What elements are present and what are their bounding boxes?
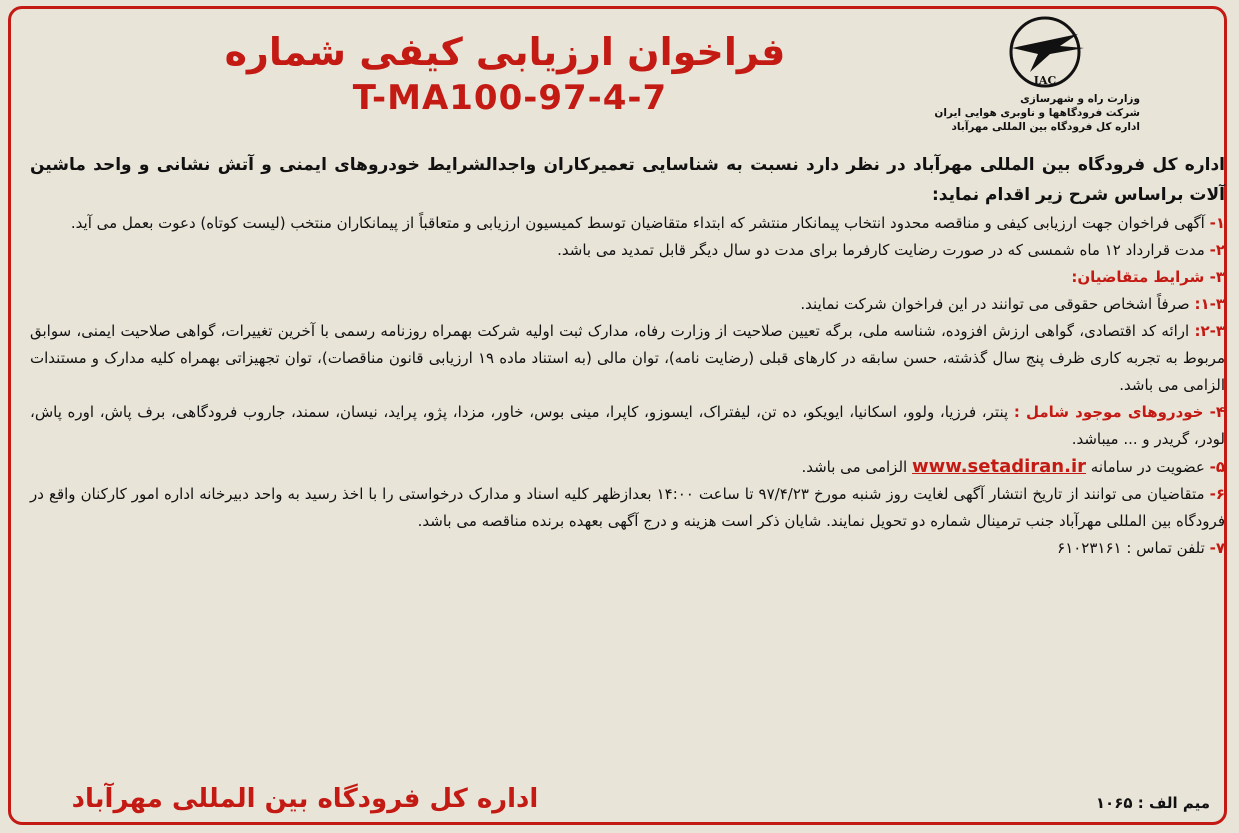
logo-text: IAC xyxy=(1033,74,1057,87)
item-3-1-text: صرفاً اشخاص حقوقی می توانند در این فراخوان شرکت نمایند. xyxy=(800,295,1190,313)
item-3-2-number: ۲-۳: xyxy=(1194,322,1225,340)
item-3-1 xyxy=(30,291,1225,318)
item-7-text: تلفن تماس : ۶۱۰۲۳۱۶۱ xyxy=(1057,539,1205,557)
item-3-2 xyxy=(30,318,1225,399)
organization-block xyxy=(930,92,1140,134)
item-3-1-number: ۱-۳: xyxy=(1194,295,1225,313)
item-5-number: ۵- xyxy=(1209,458,1225,476)
item-2 xyxy=(30,237,1225,264)
item-2-number: ۲- xyxy=(1209,241,1225,259)
item-5 xyxy=(30,453,1225,481)
item-5-pre-text: عضویت در سامانه xyxy=(1090,458,1205,476)
org-line-2: شرکت فرودگاهها و ناوبری هوایی ایران xyxy=(934,107,1140,119)
notice-body xyxy=(30,150,1225,562)
item-3-2-text: ارائه کد اقتصادی، گواهی ارزش افزوده، شناسه ملی، برگه تعیین صلاحیت از وزارت رفاه، مدارک ثبت اولیه شرکت بهمراه روزنامه رسمی با آخرین تغییرات، گواهی صلاحیت ایمنی، سوابق مربوط به تجربه کاری ظرف پنج سال گذشته، حسن سابقه در کارهای قبلی (رضایت نامه)، توان مالی (به استناد ماده ۱۹ ارزیابی قانون مناقصات)، توان تجهیزاتی بهمراه کلیه مدارک و مستندات الزامی می باشد. xyxy=(30,322,1225,394)
notice-code: T-MA100-97-4-7 xyxy=(352,78,668,118)
setadiran-link[interactable]: www.setadiran.ir xyxy=(911,456,1087,477)
item-2-text: مدت قرارداد ۱۲ ماه شمسی که در صورت رضایت کارفرما برای مدت دو سال دیگر قابل تمدید می باشد. xyxy=(557,241,1205,259)
item-5-post-text: الزامی می باشد. xyxy=(801,458,908,476)
footer-code: میم الف : ۱۰۶۵ xyxy=(1095,794,1210,812)
item-6 xyxy=(30,481,1225,535)
org-line-1: وزارت راه و شهرسازی xyxy=(1020,93,1140,105)
airport-logo xyxy=(1000,12,1090,92)
item-6-text: متقاضیان می توانند از تاریخ انتشار آگهی لغایت روز شنبه مورخ ۹۷/۴/۲۳ تا ساعت ۱۴:۰۰ بعدازظهر کلیه اسناد و مدارک درخواستی را با اخذ رسید به واحد دبیرخانه اداره امور کارکنان واقع در فرودگاه بین المللی مهرآباد جنب ترمینال شماره دو تحویل نمایند. شایان ذکر است هزینه و درج آگهی بعهده برنده مناقصه می باشد. xyxy=(30,485,1225,530)
notice-title: فراخوان ارزیابی کیفی شماره xyxy=(224,30,786,74)
item-7-number: ۷- xyxy=(1209,539,1225,557)
org-line-3: اداره کل فرودگاه بین المللی مهرآباد xyxy=(951,121,1140,133)
intro-paragraph: اداره کل فرودگاه بین المللی مهرآباد در نظر دارد نسبت به شناسایی تعمیرکاران واجدالشرایط خودروهای ایمنی و آتش نشانی و واحد ماشین آلات براساس شرح زیر اقدام نماید: xyxy=(30,155,1225,205)
item-4-heading: ۴- خودروهای موجود شامل : xyxy=(1013,403,1225,421)
item-4 xyxy=(30,399,1225,453)
footer-organization: اداره کل فرودگاه بین المللی مهرآباد xyxy=(71,784,539,814)
item-1 xyxy=(30,210,1225,237)
item-7 xyxy=(30,535,1225,562)
item-3-heading: ۳- شرایط متقاضیان: xyxy=(1071,268,1225,286)
item-6-number: ۶- xyxy=(1209,485,1225,503)
item-1-number: ۱- xyxy=(1209,214,1225,232)
item-1-text: آگهی فراخوان جهت ارزیابی کیفی و مناقصه محدود انتخاب پیمانکار منتشر که ابتداء متقاضیان توسط کمیسیون ارزیابی و متعاقباً از پیمانکاران منتخب (لیست کوتاه) دعوت بعمل می آید. xyxy=(70,214,1205,232)
item-4-text: پنتر، فرزیا، ولوو، اسکانیا، ایویکو، ده تن، لیفتراک، ایسوزو، کاپرا، مینی بوس، خاور، مزدا، پژو، پراید، نیسان، سمند، جاروب فرودگاهی، برف پاش، اوره پاش، لودر، گریدر و ... میباشد. xyxy=(30,403,1225,448)
